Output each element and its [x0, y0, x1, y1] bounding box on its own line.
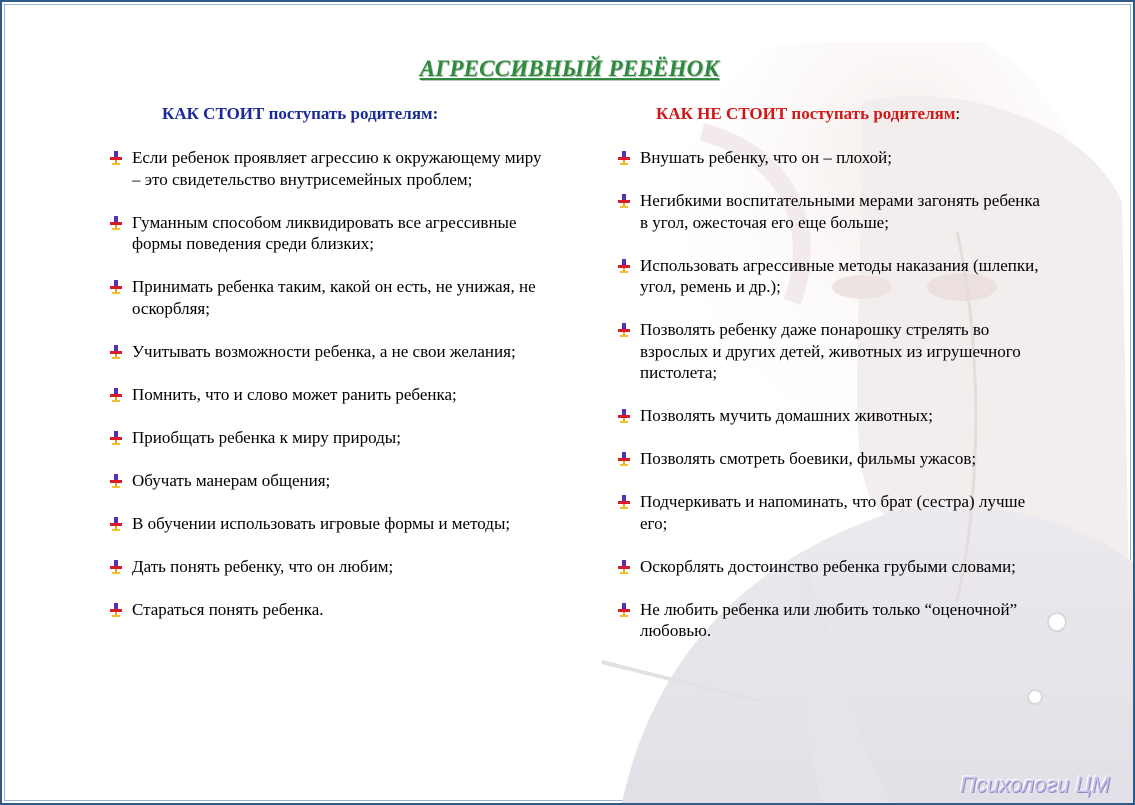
dont-list-item — [616, 255, 1046, 298]
dont-list-item-text: Не любить ребенка или любить только “оценочной” любовью. — [640, 599, 1018, 640]
do-list-item-text: Приобщать ребенка к миру природы; — [132, 427, 401, 447]
bullet-pin-icon — [616, 602, 632, 618]
dont-list-item — [616, 147, 1046, 169]
bullet-pin-icon — [108, 602, 124, 618]
do-list-item — [108, 384, 548, 406]
right-heading-rest: поступать родителям — [787, 104, 956, 123]
bullet-pin-icon — [108, 387, 124, 403]
do-list-item-text: Принимать ребенка таким, какой он есть, не унижая, не оскорбляя; — [132, 277, 536, 318]
page-title: АГРЕССИВНЫЙ РЕБЁНОК — [419, 56, 720, 81]
dont-list-item-text: Внушать ребенку, что он – плохой; — [640, 148, 892, 167]
dont-list-item-text: Использовать агрессивные методы наказания (шлепки, угол, ремень и др.); — [640, 255, 1039, 296]
do-list-item-text: Помнить, что и слово может ранить ребенка; — [132, 384, 457, 404]
do-list-item-text: Стараться понять ребенка. — [132, 599, 324, 619]
do-list-item — [108, 427, 548, 449]
do-list-item-text: Обучать манерам общения; — [132, 470, 331, 490]
bullet-pin-icon — [616, 193, 632, 209]
bullet-pin-icon — [616, 451, 632, 467]
bullet-pin-icon — [616, 322, 632, 338]
bullet-pin-icon — [616, 258, 632, 274]
left-column-heading — [162, 104, 438, 124]
bullet-pin-icon — [108, 559, 124, 575]
do-list-item — [108, 513, 548, 535]
do-list-item — [108, 212, 548, 255]
bullet-pin-icon — [108, 344, 124, 360]
right-heading-emphasis: КАК НЕ СТОИТ — [656, 104, 788, 123]
left-heading-rest: поступать родителям: — [264, 104, 439, 123]
dont-list-item — [616, 405, 1046, 427]
right-heading-colon: : — [955, 104, 961, 123]
bullet-pin-icon — [108, 516, 124, 532]
bullet-pin-icon — [616, 494, 632, 510]
bullet-pin-icon — [108, 150, 124, 166]
bullet-pin-icon — [108, 430, 124, 446]
dont-list-item — [616, 491, 1046, 534]
do-list-item — [108, 470, 548, 492]
bullet-pin-icon — [108, 473, 124, 489]
bullet-pin-icon — [616, 150, 632, 166]
dont-list-item — [616, 448, 1046, 470]
dont-list-item-text: Позволять ребенку даже понарошку стрелять во взрослых и других детей, животных из игрушечного пистолета; — [640, 320, 1021, 382]
dont-list-item — [616, 599, 1046, 642]
dont-list-item-text: Позволять смотреть боевики, фильмы ужасов; — [640, 449, 977, 468]
do-list-item — [108, 341, 548, 363]
bullet-pin-icon — [616, 408, 632, 424]
do-list-item — [108, 147, 548, 190]
do-list — [108, 147, 548, 642]
bullet-pin-icon — [108, 279, 124, 295]
dont-list-item-text: Негибкими воспитательными мерами загонять ребенка в угол, ожесточая его еще больше; — [640, 191, 1040, 232]
dont-list-item-text: Подчеркивать и напоминать, что брат (сестра) лучше его; — [640, 492, 1026, 533]
do-list-item-text: Учитывать возможности ребенка, а не свои желания; — [132, 341, 516, 361]
do-list-item-text: Если ребенок проявляет агрессию к окружающему миру – это свидетельство внутрисемейных проблем; — [132, 148, 542, 189]
right-column-heading — [656, 104, 960, 124]
dont-list-item-text: Позволять мучить домашних животных; — [640, 406, 934, 425]
dont-list-item — [616, 319, 1046, 384]
dont-list-item — [616, 556, 1046, 578]
do-list-item — [108, 599, 548, 621]
dont-list — [616, 147, 1046, 663]
do-list-item-text: В обучении использовать игровые формы и методы; — [132, 513, 511, 533]
do-list-item-text: Гуманным способом ликвидировать все агрессивные формы поведения среди близких; — [132, 212, 517, 253]
bullet-pin-icon — [108, 215, 124, 231]
watermark: Психологи ЦМ — [960, 772, 1110, 797]
dont-list-item — [616, 190, 1046, 233]
bullet-pin-icon — [616, 559, 632, 575]
do-list-item — [108, 276, 548, 319]
do-list-item-text: Дать понять ребенку, что он любим; — [132, 556, 394, 576]
left-heading-emphasis: КАК СТОИТ — [162, 104, 265, 123]
do-list-item — [108, 556, 548, 578]
dont-list-item-text: Оскорблять достоинство ребенка грубыми словами; — [640, 556, 1016, 576]
